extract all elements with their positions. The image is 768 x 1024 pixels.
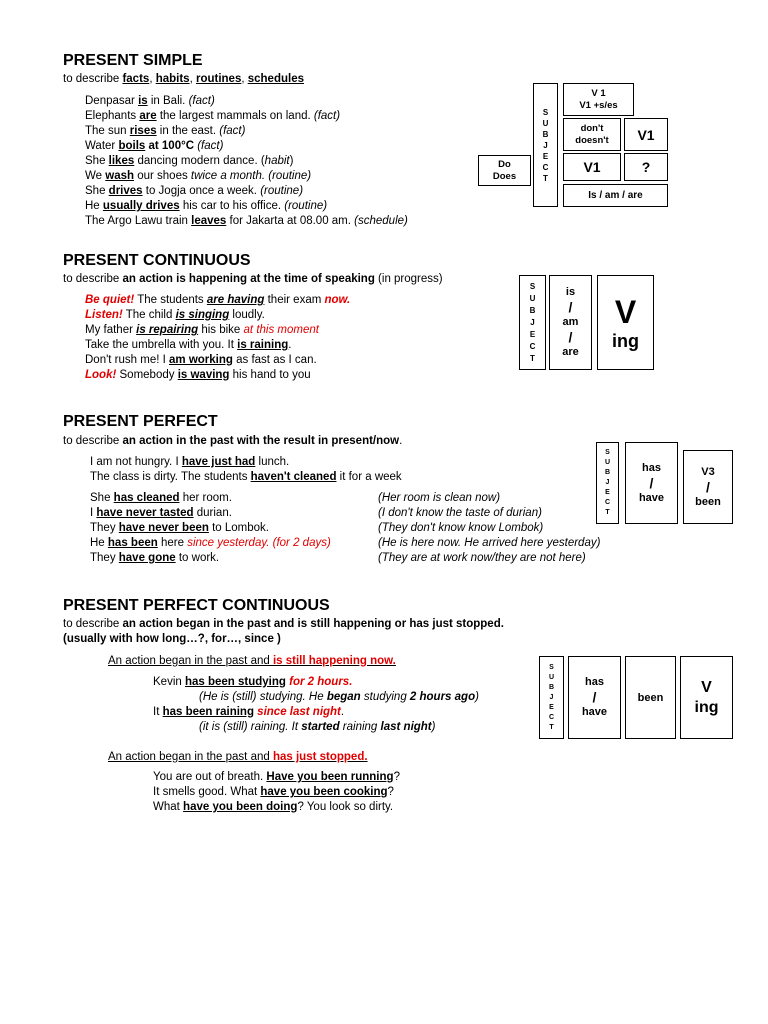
v1-question-box: V1 bbox=[563, 153, 621, 181]
present-perfect-continuous-title: PRESENT PERFECT CONTINUOUS bbox=[63, 597, 330, 614]
subject-column: S U B J E C T bbox=[519, 275, 546, 370]
has-have-box: has / have bbox=[568, 656, 621, 739]
example-line: She has cleaned her room. bbox=[90, 492, 232, 504]
present-continuous-title: PRESENT CONTINUOUS bbox=[63, 252, 251, 269]
example-line: They have never been to Lombok. bbox=[90, 522, 269, 534]
example-line: She drives to Jogja once a week. (routine) bbox=[85, 185, 304, 197]
example-line: They have gone to work. bbox=[90, 552, 220, 564]
explanation-line: (I don't know the taste of durian) bbox=[378, 507, 542, 519]
example-line: Be quiet! The students are having their exam now. bbox=[85, 294, 351, 306]
subject-column: S U B J E C T bbox=[596, 442, 619, 524]
example-line: Kevin has been studying for 2 hours. bbox=[153, 676, 353, 688]
example-line: The sun rises in the east. (fact) bbox=[85, 125, 246, 137]
present-perfect-continuous-usage: (usually with how long…?, for…, since ) bbox=[63, 633, 281, 645]
been-box: been bbox=[625, 656, 676, 739]
example-line: Denpasar is in Bali. (fact) bbox=[85, 95, 215, 107]
example-line: He has been here since yesterday. (for 2 days) bbox=[90, 537, 331, 549]
subject-column: S U B J E C T bbox=[533, 83, 558, 207]
example-line: Take the umbrella with you. It is raining. bbox=[85, 339, 292, 351]
present-perfect-continuous-description: to describe an action began in the past and is still happening or has just stopped. bbox=[63, 618, 504, 630]
explanation-line: (He is here now. He arrived here yesterday) bbox=[378, 537, 601, 549]
present-simple-description: to describe facts, habits, routines, schedules bbox=[63, 73, 304, 85]
example-line: She likes dancing modern dance. (habit) bbox=[85, 155, 294, 167]
example-line: It smells good. What have you been cooking? bbox=[153, 786, 394, 798]
present-perfect-description: to describe an action in the past with the result in present/now. bbox=[63, 435, 403, 447]
example-line: The class is dirty. The students haven't cleaned it for a week bbox=[90, 471, 402, 483]
example-line: What have you been doing? You look so dirty. bbox=[153, 801, 394, 813]
present-perfect-explanations bbox=[378, 491, 600, 566]
example-line: It has been raining since last night. bbox=[153, 706, 345, 718]
example-line: Don't rush me! I am working as fast as I can. bbox=[85, 354, 317, 366]
just-stopped-examples bbox=[153, 770, 400, 815]
do-does-box: Do Does bbox=[478, 155, 531, 186]
present-perfect-examples-a bbox=[90, 455, 402, 485]
dont-doesnt-box: don't doesn't bbox=[563, 118, 621, 151]
example-line: You are out of breath. Have you been running? bbox=[153, 771, 400, 783]
is-am-are-box: is / am / are bbox=[549, 275, 592, 370]
subject-column: S U B J E C T bbox=[539, 656, 564, 739]
present-continuous-examples bbox=[85, 293, 350, 383]
explanation-line: (They don't know know Lombok) bbox=[378, 522, 544, 534]
has-have-box: has / have bbox=[625, 442, 678, 524]
verb-ing-box: V ing bbox=[597, 275, 654, 370]
explanation-line: (They are at work now/they are not here) bbox=[378, 552, 586, 564]
example-line: Look! Somebody is waving his hand to you bbox=[85, 369, 311, 381]
example-line: We wash our shoes twice a month. (routine) bbox=[85, 170, 312, 182]
example-line: He usually drives his car to his office. (routine) bbox=[85, 200, 328, 212]
present-simple-title: PRESENT SIMPLE bbox=[63, 52, 203, 69]
be-box: Is / am / are bbox=[563, 184, 668, 207]
v1-positive-box: V 1 V1 +s/es bbox=[563, 83, 634, 116]
example-line: I have never tasted durian. bbox=[90, 507, 232, 519]
present-simple-examples bbox=[85, 94, 408, 229]
question-mark-box: ? bbox=[624, 153, 668, 181]
explanation-line: (Her room is clean now) bbox=[378, 492, 501, 504]
example-line: Water boils at 100°C (fact) bbox=[85, 140, 224, 152]
present-perfect-title: PRESENT PERFECT bbox=[63, 413, 218, 430]
example-line: My father is repairing his bike at this moment bbox=[85, 324, 319, 336]
v1-negative-box: V1 bbox=[624, 118, 668, 151]
explanation-line: (He is (still) studying. He began studying 2 hours ago) bbox=[199, 691, 479, 703]
example-line: The Argo Lawu train leaves for Jakarta at 08.00 am. (schedule) bbox=[85, 215, 408, 227]
present-perfect-examples-b bbox=[90, 491, 331, 566]
present-continuous-description: to describe an action is happening at the time of speaking (in progress) bbox=[63, 273, 443, 285]
verb-ing-box: V ing bbox=[680, 656, 733, 739]
explanation-line: (it is (still) raining. It started raining last night) bbox=[199, 721, 436, 733]
just-stopped-heading: An action began in the past and has just stopped. bbox=[108, 751, 368, 763]
still-happening-heading: An action began in the past and is still happening now. bbox=[108, 655, 396, 667]
example-line: Elephants are the largest mammals on land. (fact) bbox=[85, 110, 341, 122]
v3-been-box: V3 / been bbox=[683, 450, 733, 524]
example-line: Listen! The child is singing loudly. bbox=[85, 309, 265, 321]
example-line: I am not hungry. I have just had lunch. bbox=[90, 456, 290, 468]
